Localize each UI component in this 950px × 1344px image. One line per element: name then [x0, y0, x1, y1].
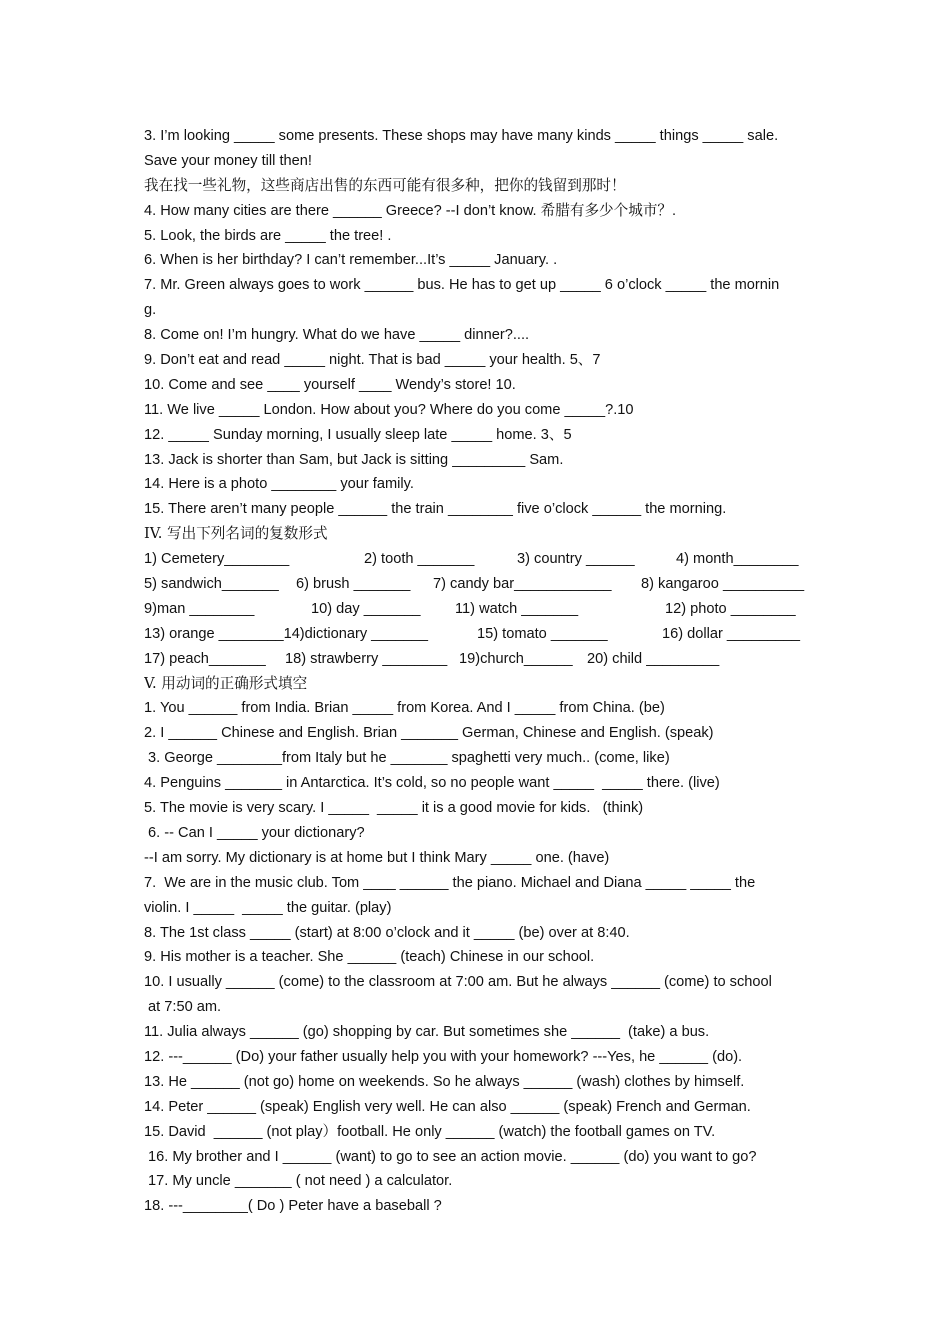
noun-item: 9)man ________ [144, 600, 255, 617]
noun-item: 13) orange ________14)dictionary _______ [144, 625, 428, 642]
exercise-line: 12. ---______ (Do) your father usually help you with your homework? ---Yes, he ______ (do). [144, 1048, 743, 1065]
exercise-line: 3. I’m looking _____ some presents. These shops may have many kinds _____ things _____ sale. [144, 128, 779, 144]
exercise-line: violin. I _____ _____ the guitar. (play) [144, 899, 392, 916]
exercise-line: 5. The movie is very scary. I _____ _____ it is a good movie for kids. (think) [144, 800, 644, 817]
exercise-line: 4. How many cities are there ______ Greece? --I don’t know. 希腊有多少个城市？. [144, 202, 677, 219]
exercise-line: Save your money till then! [144, 152, 312, 169]
noun-item: 10) day _______ [311, 600, 421, 617]
exercise-line: 6. -- Can I _____ your dictionary? [144, 824, 365, 841]
noun-item: 17) peach_______ [144, 650, 266, 667]
noun-item: 5) sandwich_______ [144, 576, 279, 593]
exercise-line: 12. _____ Sunday morning, I usually sleep late _____ home. 3、5 [144, 426, 572, 443]
noun-item: 16) dollar _________ [662, 625, 800, 642]
noun-row [144, 597, 812, 622]
exercise-line: 4. Penguins _______ in Antarctica. It’s cold, so no people want _____ _____ there. (live) [144, 775, 720, 792]
worksheet-page [144, 124, 812, 1219]
section-4-heading: IV. 写出下列名词的复数形式 [144, 525, 328, 543]
exercise-line: --I am sorry. My dictionary is at home but I think Mary _____ one. (have) [144, 849, 610, 866]
exercise-translation: 我在找一些礼物，这些商店出售的东西可能有很多种，把你的钱留到那时！ [144, 176, 626, 194]
section-4-noun-grid [144, 547, 812, 671]
exercise-line: 5. Look, the birds are _____ the tree! . [144, 227, 392, 244]
exercise-line: 7. Mr. Green always goes to work ______ bus. He has to get up _____ 6 o’clock _____ the mornin [144, 277, 780, 294]
noun-item: 15) tomato _______ [477, 625, 608, 642]
section-5-heading: V. 用动词的正确形式填空 [144, 674, 308, 692]
exercise-line: 2. I ______ Chinese and English. Brian _______ German, Chinese and English. (speak) [144, 725, 714, 742]
exercise-line: 6. When is her birthday? I can’t remember...It’s _____ January. . [144, 252, 558, 269]
exercise-line: 14. Here is a photo ________ your family. [144, 476, 414, 493]
exercise-line: 10. Come and see ____ yourself ____ Wendy’s store! 10. [144, 376, 516, 393]
noun-item: 6) brush _______ [296, 576, 411, 593]
exercise-line: 1. You ______ from India. Brian _____ from Korea. And I _____ from China. (be) [144, 700, 665, 717]
exercise-line: 17. My uncle _______ ( not need ) a calculator. [144, 1173, 453, 1190]
exercise-line: 13. He ______ (not go) home on weekends. So he always ______ (wash) clothes by himself. [144, 1073, 745, 1090]
exercise-line: 18. ---________( Do ) Peter have a baseball ? [144, 1198, 442, 1215]
noun-item: 11) watch _______ [455, 600, 579, 617]
noun-row [144, 647, 812, 672]
noun-item: 3) country ______ [517, 551, 635, 568]
section-5-verb-exercises [144, 696, 812, 1219]
exercise-line: 9. His mother is a teacher. She ______ (teach) Chinese in our school. [144, 949, 595, 966]
exercise-line: 16. My brother and I ______ (want) to go to see an action movie. ______ (do) you want to go? [144, 1148, 757, 1165]
noun-row [144, 572, 812, 597]
exercise-line: 11. We live _____ London. How about you? Where do you come _____?.10 [144, 401, 634, 418]
exercise-line: g. [144, 302, 157, 319]
noun-item: 7) candy bar____________ [433, 576, 612, 593]
noun-row [144, 547, 812, 572]
noun-item: 8) kangaroo __________ [641, 576, 805, 593]
exercise-line: 7. We are in the music club. Tom ____ ______ the piano. Michael and Diana _____ _____ the [144, 874, 756, 891]
exercise-line: 15. There aren’t many people ______ the train ________ five o’clock ______ the morning. [144, 501, 727, 518]
section-3-sentences [144, 124, 812, 522]
noun-item: 2) tooth _______ [364, 551, 475, 568]
exercise-line: 3. George ________from Italy but he _______ spaghetti very much.. (come, like) [144, 750, 670, 767]
exercise-line: 13. Jack is shorter than Sam, but Jack is sitting _________ Sam. [144, 451, 564, 468]
noun-item: 18) strawberry ________ [285, 650, 448, 667]
exercise-line: 14. Peter ______ (speak) English very well. He can also ______ (speak) French and German. [144, 1098, 751, 1115]
exercise-line: 10. I usually ______ (come) to the classroom at 7:00 am. But he always ______ (come) to school [144, 974, 772, 991]
noun-item: 19)church______ [459, 650, 573, 667]
exercise-line: 15. David ______ (not play）football. He only ______ (watch) the football games on TV. [144, 1123, 716, 1140]
noun-item: 1) Cemetery________ [144, 551, 290, 568]
noun-item: 20) child _________ [587, 650, 720, 667]
exercise-line: 9. Don’t eat and read _____ night. That is bad _____ your health. 5、7 [144, 352, 601, 369]
exercise-line: 11. Julia always ______ (go) shopping by car. But sometimes she ______ (take) a bus. [144, 1024, 710, 1041]
exercise-line: 8. Come on! I’m hungry. What do we have _____ dinner?.... [144, 327, 530, 344]
noun-row [144, 622, 812, 647]
noun-item: 12) photo ________ [665, 600, 796, 617]
noun-item: 4) month________ [676, 551, 799, 568]
exercise-line: at 7:50 am. [144, 999, 222, 1016]
exercise-line: 8. The 1st class _____ (start) at 8:00 o’clock and it _____ (be) over at 8:40. [144, 924, 630, 941]
